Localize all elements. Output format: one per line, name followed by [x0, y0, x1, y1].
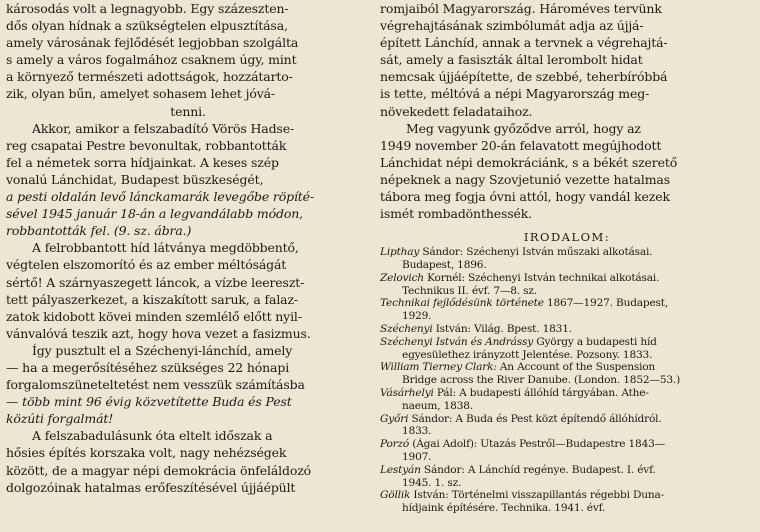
text-line: Lánchidat népi demokráciánk, s a békét szerető [380, 154, 678, 170]
text-line: vánvalóvá teszik azt, hogy hova vezet a fasizmus. [6, 325, 311, 341]
text-line: között, de a magyar népi demokrácia önfeláldozó [6, 462, 312, 478]
text-line: romjaiból Magyarország. Hároméves tervünk [380, 1, 662, 16]
text-line: tenni. [170, 103, 206, 119]
paragraph-start: Így pusztult el a Széchenyi-lánchíd, amely [32, 342, 293, 358]
bibliography-text: (Ágai Adolf): Utazás Pestről—Budapestre 1843— [409, 438, 666, 451]
bibliography-continuation: Bridge across the River Danube. (London. 1852—53.) [402, 374, 680, 387]
bibliography-list [380, 246, 754, 515]
bibliography-text: Sándor: A Lánchíd regénye. Budapest. I. évf. [420, 463, 656, 476]
italic-line: — több mint 96 évig közvetítette Buda és Pest [6, 394, 292, 410]
text-line: zik, olyan bűn, amelyet sohasem lehet jóvá- [6, 86, 275, 102]
right-column [380, 0, 754, 515]
bibliography-author: Széchenyi [380, 323, 433, 335]
left-column [6, 0, 370, 496]
bibliography-title: IRODALOM: [523, 230, 611, 245]
text-line: végtelen elszomorító és az ember méltóságát [6, 257, 287, 273]
bibliography-entry [380, 336, 754, 349]
bibliography-author: Széchenyi István és Andrássy [380, 335, 534, 348]
bibliography-continuation: Technikus II. évf. 7—8. sz. [402, 284, 537, 297]
bibliography-text: 1867—1927. Budapest, [543, 297, 669, 310]
text-line: forgalomszüneteltetést nem vesszük számításba [6, 377, 305, 393]
bibliography-author: Lipthay [380, 246, 420, 259]
text-line: vonalú Lánchidat, Budapest büszkeségét, [6, 171, 264, 187]
text-line: hősies építés korszaka volt, nagy nehézségek [6, 445, 287, 461]
text-line: károsodás volt a legnagyobb. Egy százeszten- [6, 1, 289, 16]
bibliography-continuation: egyesülethez irányzott Jelentése. Pozsony. 1833. [402, 348, 653, 361]
bibliography-text: Sándor: Széchenyi István műszaki alkotásai. [419, 246, 653, 259]
bibliography-entry [380, 246, 754, 259]
bibliography-entry [380, 297, 754, 310]
bibliography-author: Porzó [380, 438, 410, 451]
bibliography-entry [380, 438, 754, 451]
bibliography-continuation: 1833. [402, 425, 432, 438]
italic-line: közúti forgalmát! [6, 411, 114, 427]
bibliography-author: Lestyán [380, 463, 421, 476]
text-line: tábora meg fogja óvni attól, hogy vandál kezek [380, 189, 670, 205]
bibliography-continuation: 1907. [402, 450, 432, 463]
bibliography-author: Győri [380, 412, 409, 425]
bibliography-text: An Account of the Suspension [496, 361, 656, 374]
bibliography-entry [380, 323, 754, 336]
text-line: ismét rombadönthessék. [380, 206, 532, 222]
text-line: is tette, méltóvá a népi Magyarország meg- [380, 86, 650, 102]
text-line: nemcsak újjáépítette, de szebbé, teherbíróbbá [380, 69, 668, 85]
bibliography-entry [380, 387, 754, 400]
text-line: dolgozóinak hatalmas erőfeszítésével újjáépült [6, 479, 296, 495]
paragraph-start: Akkor, amikor a felszabadító Vörös Hadse- [32, 120, 295, 136]
bibliography-text: István: Történelmi visszapillantás régebbi Duna- [410, 489, 664, 502]
bibliography-author: Göllik [380, 489, 411, 502]
text-line: 1949 november 20-án felavatott megújhodott [380, 137, 662, 153]
bibliography-continuation: hídjaink építésére. Technika. 1941. évf. [402, 502, 606, 515]
bibliography-continuation: naeum, 1838. [402, 399, 473, 412]
text-line: népeknek a nagy Szovjetunió vezette hatalmas [380, 171, 670, 187]
text-line: dős olyan hídnak a szükségtelen elpusztítása, [6, 18, 288, 34]
bibliography-author: Technikai fejlődésünk története [380, 297, 544, 310]
text-line: sértő! A szárnyaszegett láncok, a vízbe leereszt- [6, 274, 305, 290]
text-line: a környező természeti adottságok, hozzátarto- [6, 69, 293, 85]
bibliography-text: Kornél: Széchenyi István technikai alkotásai. [423, 271, 660, 284]
text-line: reg csapatai Pestre bevonultak, robbantották [6, 137, 287, 153]
bibliography-text: István: Világ. Bpest. 1831. [432, 323, 572, 335]
bibliography-text: György a budapesti híd [533, 335, 657, 348]
bibliography-author: William Tierney Clark: [380, 361, 497, 374]
bibliography-continuation: 1929. [402, 310, 432, 323]
text-line: — ha a megerősítéséhez szükséges 22 hónapi [6, 359, 290, 375]
italic-line: sével 1945 január 18-án a legvandálabb módon, [6, 206, 303, 222]
bibliography-entry [380, 361, 754, 374]
bibliography-author: Vásárhelyi [380, 386, 434, 399]
italic-line: a pesti oldalán levő lánckamarák levegőbe röpíté- [6, 189, 315, 205]
text-line: tett pályaszerkezet, a kiszakított saruk, a falaz- [6, 291, 298, 307]
text-line: s amely a város fogalmához csaknem úgy, mint [6, 52, 297, 68]
text-line: sát, amely a fasiszták által lerombolt hidat [380, 52, 643, 68]
paragraph-start: A felrobbantott híd látványa megdöbbentő, [32, 240, 299, 256]
italic-line: robbantották fel. (9. sz. ábra.) [6, 223, 192, 239]
bibliography-entry [380, 489, 754, 502]
text-line: fel a németek sorra hídjainkat. A keses szép [6, 154, 279, 170]
paragraph-start: Meg vagyunk győződve arról, hogy az [406, 120, 641, 136]
bibliography-text: Sándor: A Buda és Pest közt építendő állóhídról. [408, 412, 662, 425]
text-line: végrehajtásának szimbólumát adja az újjá- [380, 18, 644, 34]
text-line: amely városának fejlődését legjobban szolgálta [6, 35, 299, 51]
bibliography-continuation: 1945. 1. sz. [402, 476, 462, 489]
text-line: zatok kidobott kövei minden szemlélő előtt nyil- [6, 308, 302, 324]
paragraph-start: A felszabadulásunk óta eltelt időszak a [32, 428, 273, 444]
bibliography-entry [380, 413, 754, 426]
bibliography-entry [380, 464, 754, 477]
bibliography-author: Zelovich [380, 271, 424, 284]
bibliography-entry [380, 272, 754, 285]
text-line: növekedett feladataihoz. [380, 103, 533, 119]
bibliography-continuation: Budapest, 1896. [402, 259, 487, 272]
text-line: épített Lánchíd, annak a tervnek a végrehajtá- [380, 35, 668, 51]
bibliography-text: Pál: A budapesti állóhíd tárgyában. Athe- [433, 386, 649, 399]
